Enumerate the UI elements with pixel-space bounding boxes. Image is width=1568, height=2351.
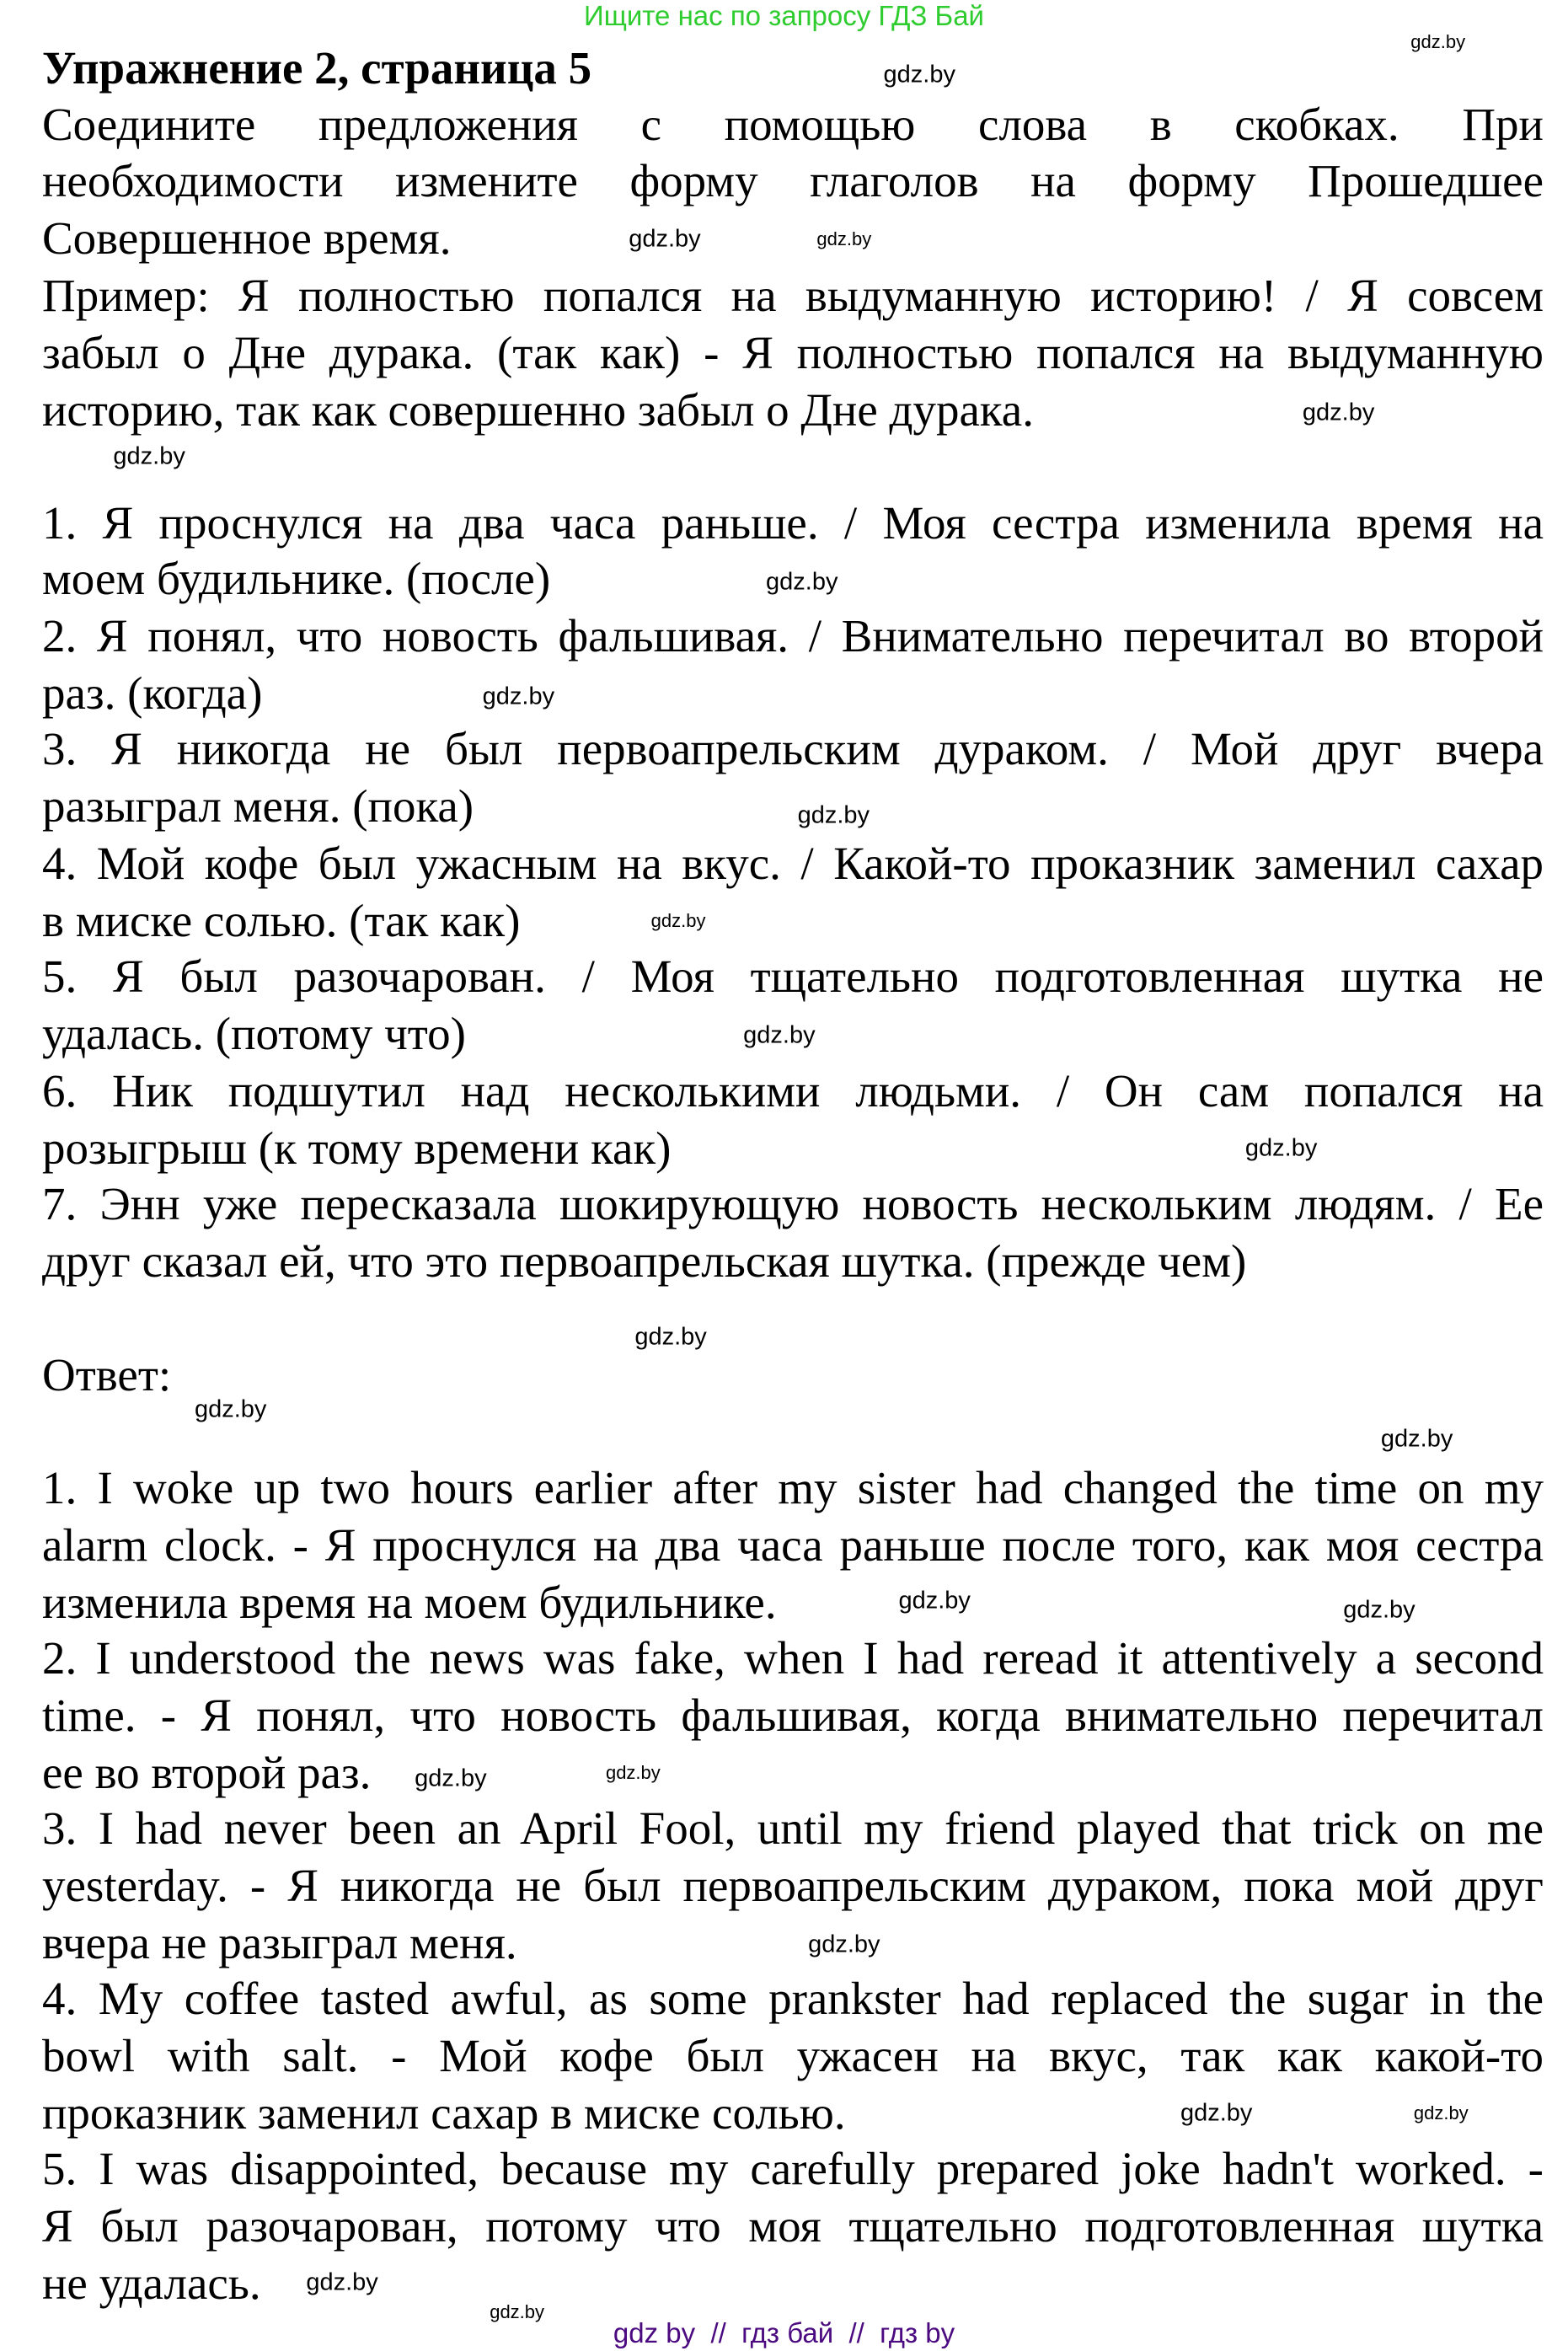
watermark: gdz.by	[194, 1395, 267, 1423]
watermark: gdz.by	[605, 1761, 661, 1783]
watermark: gdz.by	[490, 2301, 545, 2323]
text-line: 4. My coffee tasted awful, as some prankster had replaced the sugar in the	[42, 1973, 1544, 2025]
text-line: забыл о Дне дурака. (так как) - Я полностью попался на выдуманную	[42, 327, 1544, 378]
text-line: разыграл меня. (пока)	[42, 780, 474, 833]
text-line: вчера не разыграл меня.	[42, 1917, 517, 1969]
text-line: необходимости измените форму глаголов на форму Прошедшее	[42, 155, 1544, 206]
text-line: 3. I had never been an April Fool, until my friend played that trick on me	[42, 1803, 1544, 1855]
text-line: Пример: Я полностью попался на выдуманную историю! / Я совсем	[42, 270, 1544, 321]
footer-links[interactable]: gdz by // гдз бай // гдз by	[613, 2317, 955, 2348]
watermark: gdz.by	[1343, 1596, 1415, 1624]
watermark: gdz.by	[415, 1765, 487, 1792]
watermark: gdz.by	[634, 1323, 707, 1351]
watermark: gdz.by	[113, 442, 185, 470]
text-line: 3. Я никогда не был первоапрельским дураком. / Мой друг вчера	[42, 724, 1544, 775]
search-banner: Ищите нас по запросу ГДЗ Бай	[584, 0, 984, 31]
text-line: 4. Мой кофе был ужасным на вкус. / Какой-то проказник заменил сахар	[42, 838, 1544, 890]
text-line: проказник заменил сахар в миске солью.	[42, 2087, 846, 2139]
text-line: удалась. (потому что)	[42, 1008, 466, 1060]
text-line: Совершенное время.	[42, 212, 452, 264]
text-line: историю, так как совершенно забыл о Дне дурака.	[42, 383, 1034, 436]
text-line: друг сказал ей, что это первоапрельская шутка. (прежде чем)	[42, 1235, 1247, 1288]
text-line: Соедините предложения с помощью слова в скобках. При	[42, 99, 1544, 151]
text-line: 2. I understood the news was fake, when I had reread it attentively a second	[42, 1632, 1544, 1684]
text-line: 7. Энн уже пересказала шокирующую новость нескольким людям. / Ее	[42, 1179, 1544, 1230]
text-line: 6. Ник подшутил над несколькими людьми. / Он сам попался на	[42, 1066, 1544, 1117]
text-line: 5. I was disappointed, because my carefully prepared joke hadn't worked. -	[42, 2144, 1544, 2195]
watermark: gdz.by	[743, 1021, 816, 1049]
text-line: изменила время на моем будильнике.	[42, 1576, 777, 1628]
watermark: gdz.by	[766, 568, 838, 596]
text-line: time. - Я понял, что новость фальшивая, когда внимательно перечитал	[42, 1690, 1544, 1741]
watermark: gdz.by	[1302, 399, 1375, 426]
watermark: gdz.by	[797, 801, 870, 829]
watermark: gdz.by	[1413, 2102, 1469, 2124]
text-line: yesterday. - Я никогда не был первоапрельским дураком, пока мой друг	[42, 1861, 1544, 1912]
text-line: моем будильнике. (после)	[42, 552, 551, 604]
text-line: не удалась.	[42, 2257, 261, 2310]
text-line: раз. (когда)	[42, 667, 263, 719]
text-line: 5. Я был разочарован. / Моя тщательно подготовленная шутка не	[42, 951, 1544, 1003]
text-line: 2. Я понял, что новость фальшивая. / Внимательно перечитал во второй	[42, 610, 1544, 661]
watermark: gdz.by	[1180, 2099, 1253, 2127]
text-line: alarm clock. - Я проснулся на два часа раньше после того, как моя сестра	[42, 1519, 1544, 1571]
text-line: розыгрыш (к тому времени как)	[42, 1122, 672, 1175]
watermark: gdz.by	[482, 683, 555, 710]
watermark: gdz.by	[898, 1587, 971, 1615]
watermark: gdz.by	[808, 1931, 880, 1958]
watermark: gdz.by	[883, 61, 956, 88]
watermark: gdz.by	[816, 228, 872, 250]
text-line: bowl with salt. - Мой кофе был ужасен на вкус, так как какой-то	[42, 2031, 1544, 2082]
text-line: 1. Я проснулся на два часа раньше. / Моя сестра изменила время на	[42, 497, 1544, 549]
answer-heading: Ответ:	[42, 1348, 172, 1400]
text-line: ее во второй раз.	[42, 1746, 372, 1798]
watermark: gdz.by	[306, 2268, 378, 2296]
watermark: gdz.by	[1410, 31, 1466, 53]
page-title: Упражнение 2, страница 5	[42, 41, 592, 94]
watermark: gdz.by	[629, 225, 701, 253]
watermark: gdz.by	[1244, 1134, 1318, 1162]
watermark: gdz.by	[650, 910, 706, 932]
text-line: в миске солью. (так как)	[42, 895, 521, 947]
text-line: 1. I woke up two hours earlier after my sister had changed the time on my	[42, 1462, 1544, 1513]
watermark: gdz.by	[1380, 1425, 1453, 1453]
text-line: Я был разочарован, потому что моя тщательно подготовленная шутка	[42, 2201, 1544, 2252]
